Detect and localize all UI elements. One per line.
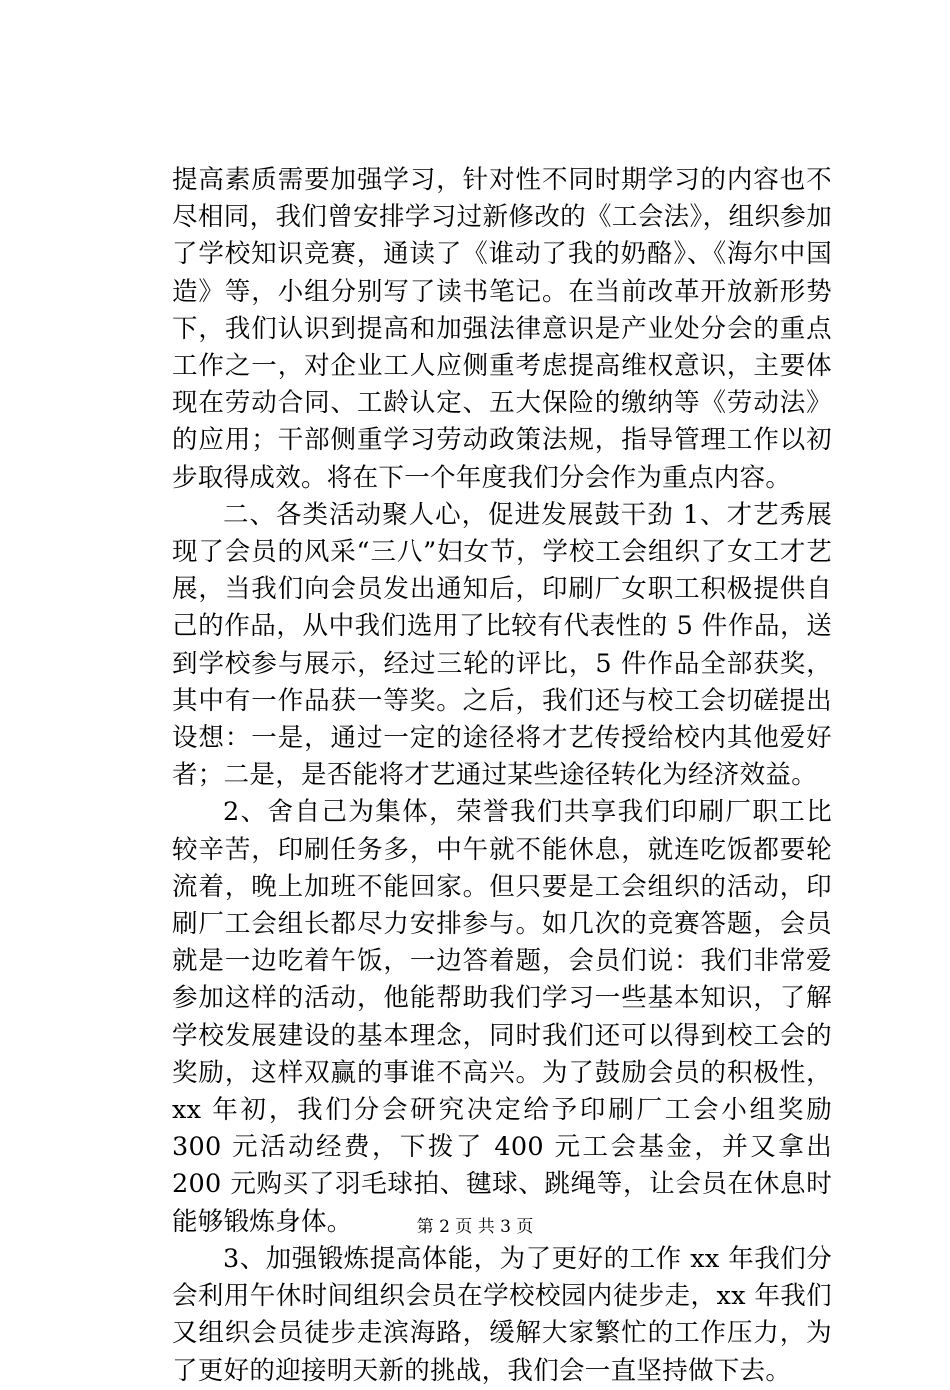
paragraph-study: 提高素质需要加强学习，针对性不同时期学习的内容也不尽相同，我们曾安排学习过新修改的《工会法》，组织参加了学校知识竞赛，通读了《谁动了我的奶酪》、《海尔中国造》等，小组分别写了读书笔记。在当前改革开放新形势下，我们认识到提高和加强法律意识是产业处分会的重点工作之一，对企业工人应侧重考虑提高维权意识，主要体现在劳动合同、工龄认定、五大保险的缴纳等《劳动法》的应用；干部侧重学习劳动政策法规，指导管理工作以初步取得成效。将在下一个年度我们分会作为重点内容。 [172, 165, 832, 493]
document-body [172, 162, 832, 1390]
paragraph-activities: 二、各类活动聚人心，促进发展鼓干劲 1、才艺秀展现了会员的风采“三八”妇女节，学校工会组织了女工才艺展，当我们向会员发出通知后，印刷厂女职工积极提供自己的作品，从中我们选用了比较有代表性的 5 件作品，送到学校参与展示，经过三轮的评比，5 件作品全部获奖，其中有一作品获一等奖。之后，我们还与校工会切磋提出设想：一是，通过一定的途径将才艺传授给校内其他爱好者；二是，是否能将才艺通过某些途径转化为经济效益。 [172, 499, 832, 791]
paragraph-exercise: 3、加强锻炼提高体能，为了更好的工作 xx 年我们分会利用午休时间组织会员在学校校园内徒步走，xx 年我们又组织会员徒步走滨海路，缓解大家繁忙的工作压力，为了更好的迎接明天新的挑战，我们会一直坚持做下去。 [172, 1243, 832, 1386]
paragraph-collective: 2、舍自己为集体，荣誉我们共享我们印刷厂职工比较辛苦，印刷任务多，中午就不能休息，就连吃饭都要轮流着，晚上加班不能回家。但只要是工会组织的活动，印刷厂工会组长都尽力安排参与。如几次的竞赛答题，会员就是一边吃着午饭，一边答着题，会员们说：我们非常爱参加这样的活动，他能帮助我们学习一些基本知识，了解学校发展建设的基本理念，同时我们还可以得到校工会的奖励，这样双赢的事谁不高兴。为了鼓励会员的积极性，xx 年初，我们分会研究决定给予印刷厂工会小组奖励 300 元活动经费，下拨了 400 元工会基金，并又拿出 200 元购买了羽毛球拍、毽球、跳绳等，让会员在休息时能够锻炼身体。 [172, 797, 832, 1237]
page-footer: 第 2 页 共 3 页 [416, 1217, 534, 1237]
